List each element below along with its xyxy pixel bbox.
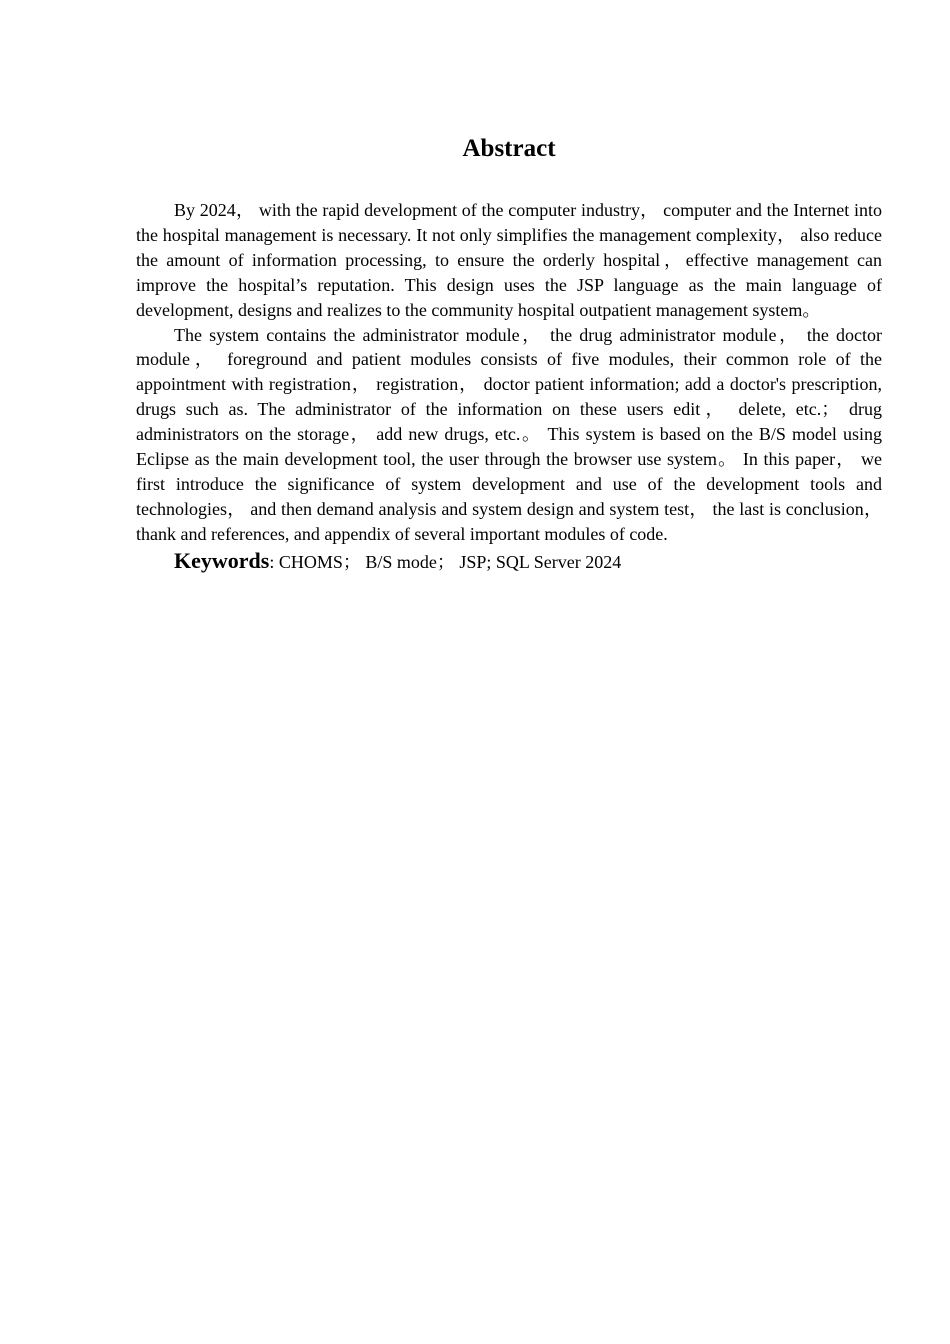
abstract-paragraph-1: By 2024， with the rapid development of the computer industry， computer and the Internet into the hospital management is necessary. It not only simplifies the management complexity， also reduce the amount of information processing, to ensure the orderly hospital，effective management can improve the hospital’s reputation. This design uses the JSP language as the main language of development, designs and realizes to the community hospital outpatient management system。	[136, 200, 882, 320]
keywords-label: Keywords	[174, 547, 270, 573]
keywords-line	[136, 547, 882, 576]
abstract-body	[136, 198, 882, 576]
abstract-paragraph-2: The system contains the administrator module， the drug administrator module， the doctor module， foreground and patient modules consists of five modules, their common role of the appointment with registration， registration， doctor patient information; add a doctor's prescription, drugs such as. The administrator of the information on these users edit， delete, etc.； drug administrators on the storage， add new drugs, etc.。 This system is based on the B/S model using Eclipse as the main development tool, the user through the browser use system。 In this paper， we first introduce the significance of system development and use of the development tools and technologies， and then demand analysis and system design and system test， the last is conclusion， thank and references, and appendix of several important modules of code.	[136, 324, 882, 544]
keywords-text: : CHOMS； B/S mode； JSP; SQL Server 2024	[269, 551, 622, 572]
abstract-title: Abstract	[462, 135, 556, 162]
